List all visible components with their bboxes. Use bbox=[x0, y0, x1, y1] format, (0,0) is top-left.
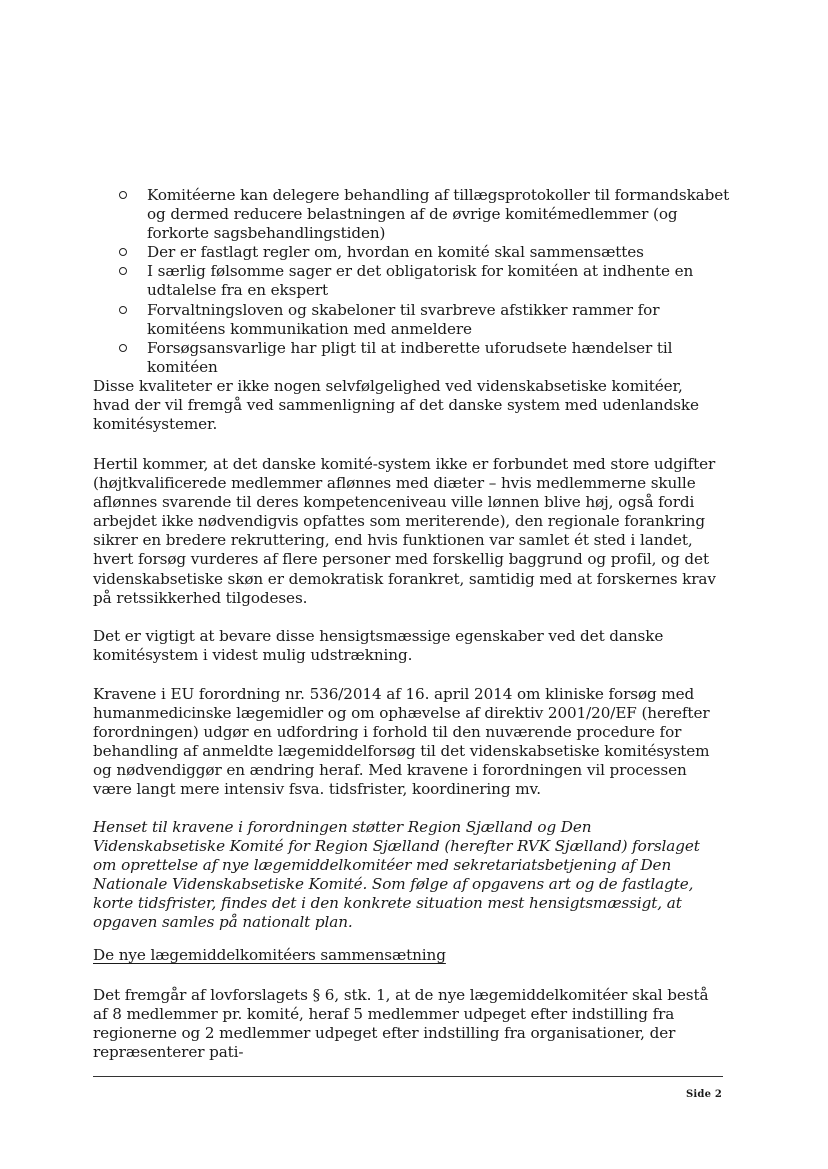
paragraph-preserve: Det er vigtigt at bevare disse hensigtsmæssige egenskaber ved det danske komitésystem i videst mulig udstrækning. bbox=[93, 627, 664, 665]
paragraph-qualities: Disse kvaliteter er ikke nogen selvfølgelighed ved videnskabsetiske komitéer, hvad der vil fremgå ved sammenligning af det danske system med udenlandske komitésystemer. bbox=[93, 377, 699, 434]
bullet-text: Der er fastlagt regler om, hvordan en komité skal sammensættes bbox=[147, 243, 644, 262]
bullet-list bbox=[93, 186, 733, 377]
bullet-text: Forvaltningsloven og skabeloner til svarbreve afstikker rammer for komitéens kommunikation med anmeldere bbox=[147, 300, 660, 338]
circle-bullet-icon bbox=[119, 267, 127, 275]
list-item bbox=[93, 262, 733, 300]
footer-divider bbox=[93, 1076, 723, 1077]
paragraph-region-support: Henset til kravene i forordningen støtter Region Sjælland og Den Videnskabsetiske Komité for Region Sjælland (herefter RVK Sjælland) forslaget om oprettelse af nye lægemiddelkomitéer med sekretariatsbetjening af Den Nationale Videnskabsetiske Komité. Som følge af opgavens art og de fastlagte, korte tidsfrister, findes det i den konkrete situation mest hensigtsmæssigt, at opgaven samles på nationalt plan. bbox=[93, 818, 700, 932]
paragraph-costs: Hertil kommer, at det danske komité-system ikke er forbundet med store udgifter (højtkvalificerede medlemmer aflønnes med diæter – hvis medlemmerne skulle aflønnes svarende til deres kompetenceniveau ville lønnen blive høj, også fordi arbejdet ikke nødvendigvis opfattes som meriterende), den regionale forankring sikrer en bredere rekruttering, end hvis funktionen var samlet ét sted i landet, hvert forsøg vurderes af flere personer med forskellig baggrund og profil, og det videnskabsetiske skøn er demokratisk forankret, samtidig med at forskernes krav på retssikkerhed tilgodeses. bbox=[93, 455, 716, 607]
list-item bbox=[93, 339, 733, 377]
page-number: Side 2 bbox=[685, 1089, 722, 1100]
list-item bbox=[93, 243, 733, 262]
bullet-text: Forsøgsansvarlige har pligt til at indberette uforudsete hændelser til komitéen bbox=[147, 338, 673, 376]
bullet-text: I særlig følsomme sager er det obligatorisk for komitéen at indhente en udtalelse fra en ekspert bbox=[147, 262, 694, 300]
paragraph-composition: Det fremgår af lovforslagets § 6, stk. 1, at de nye lægemiddelkomitéer skal bestå af 8 medlemmer pr. komité, heraf 5 medlemmer udpeget efter indstilling fra regionerne og 2 medlemmer udpeget efter indstilling fra organisationer, der repræsenterer pati- bbox=[93, 986, 709, 1062]
circle-bullet-icon bbox=[119, 306, 127, 314]
circle-bullet-icon bbox=[119, 248, 127, 256]
list-item bbox=[93, 186, 733, 243]
circle-bullet-icon bbox=[119, 191, 127, 199]
circle-bullet-icon bbox=[119, 344, 127, 352]
bullet-text: Komitéerne kan delegere behandling af tillægsprotokoller til formandskabet og dermed reducere belastningen af de øvrige komitémedlemmer (og forkorte sagsbehandlingstiden) bbox=[147, 186, 730, 243]
section-heading: De nye lægemiddelkomitéers sammensætning bbox=[93, 946, 446, 964]
paragraph-eu-regulation: Kravene i EU forordning nr. 536/2014 af 16. april 2014 om kliniske forsøg med humanmedicinske lægemidler og om ophævelse af direktiv 2001/20/EF (herefter forordningen) udgør en udfordring i forhold til den nuværende procedure for behandling af anmeldte lægemiddelforsøg til det videnskabsetiske komitésystem og nødvendiggør en ændring heraf. Med kravene i forordningen vil processen være langt mere intensiv fsva. tidsfrister, koordinering mv. bbox=[93, 685, 710, 799]
list-item bbox=[93, 301, 733, 339]
